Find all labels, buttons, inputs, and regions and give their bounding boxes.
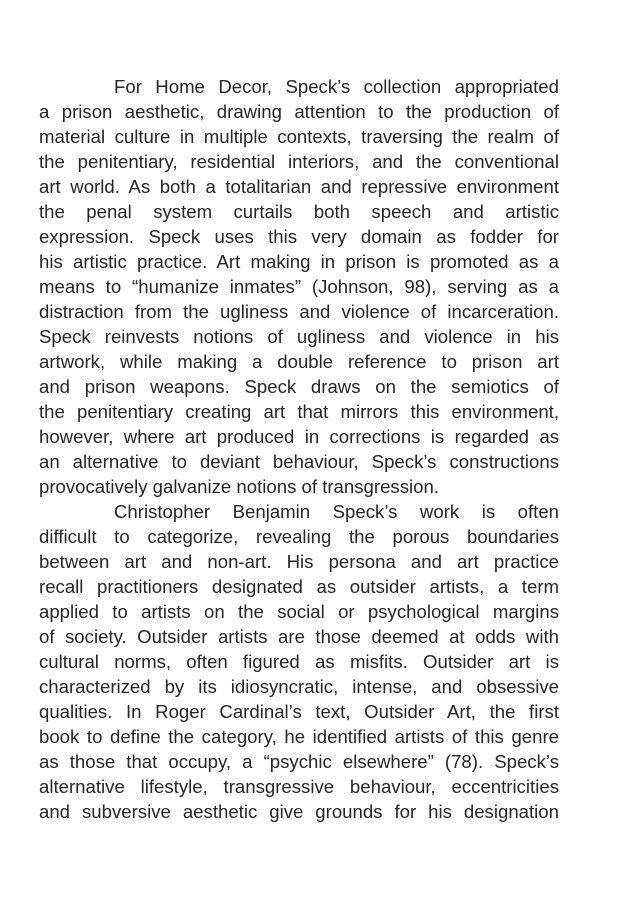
paragraph-line: the penitentiary, residential interiors, and the conventional bbox=[39, 151, 559, 172]
paragraph-line: book to define the category, he identified artists of this genre bbox=[39, 726, 559, 747]
paragraph-line: material culture in multiple contexts, traversing the realm of bbox=[39, 126, 559, 147]
paragraph-line: distraction from the ugliness and violence of incarceration. bbox=[39, 301, 559, 322]
paragraph-line: provocatively galvanize notions of transgression. bbox=[39, 476, 439, 497]
paragraph-line: between art and non-art. His persona and art practice bbox=[39, 551, 559, 572]
paragraph-line: Christopher Benjamin Speck’s work is often bbox=[114, 501, 559, 522]
paragraph-line: applied to artists on the social or psychological margins bbox=[39, 601, 559, 622]
paragraph-line: Speck reinvests notions of ugliness and violence in his bbox=[39, 326, 559, 347]
paragraph-1 bbox=[39, 74, 559, 499]
paragraph-line: recall practitioners designated as outsider artists, a term bbox=[39, 576, 559, 597]
paragraph-line: artwork, while making a double reference to prison art bbox=[39, 351, 559, 372]
paragraph-line: art world. As both a totalitarian and repressive environment bbox=[39, 176, 559, 197]
paragraph-line: For Home Decor, Speck’s collection appropriated bbox=[114, 76, 559, 97]
paragraph-line: the penitentiary creating art that mirrors this environment, bbox=[39, 401, 559, 422]
paragraph-line: characterized by its idiosyncratic, intense, and obsessive bbox=[39, 676, 559, 697]
paragraph-line: qualities. In Roger Cardinal’s text, Outsider Art, the first bbox=[39, 701, 559, 722]
paragraph-line: of society. Outsider artists are those deemed at odds with bbox=[39, 626, 559, 647]
paragraph-line: and subversive aesthetic give grounds for his designation bbox=[39, 801, 559, 822]
paragraph-line: alternative lifestyle, transgressive behaviour, eccentricities bbox=[39, 776, 559, 797]
paragraph-line: expression. Speck uses this very domain as fodder for bbox=[39, 226, 559, 247]
paragraph-line: cultural norms, often figured as misfits. Outsider art is bbox=[39, 651, 559, 672]
paragraph-line: difficult to categorize, revealing the porous boundaries bbox=[39, 526, 559, 547]
document-page bbox=[39, 74, 559, 824]
paragraph-line: means to “humanize inmates” (Johnson, 98), serving as a bbox=[39, 276, 559, 297]
paragraph-line: as those that occupy, a “psychic elsewhere” (78). Speck’s bbox=[39, 751, 559, 772]
paragraph-line: a prison aesthetic, drawing attention to the production of bbox=[39, 101, 559, 122]
paragraph-line: his artistic practice. Art making in prison is promoted as a bbox=[39, 251, 559, 272]
paragraph-2 bbox=[39, 499, 559, 824]
paragraph-line: the penal system curtails both speech and artistic bbox=[39, 201, 559, 222]
paragraph-line: however, where art produced in corrections is regarded as bbox=[39, 426, 559, 447]
paragraph-line: and prison weapons. Speck draws on the semiotics of bbox=[39, 376, 559, 397]
paragraph-line: an alternative to deviant behaviour, Speck’s constructions bbox=[39, 451, 559, 472]
